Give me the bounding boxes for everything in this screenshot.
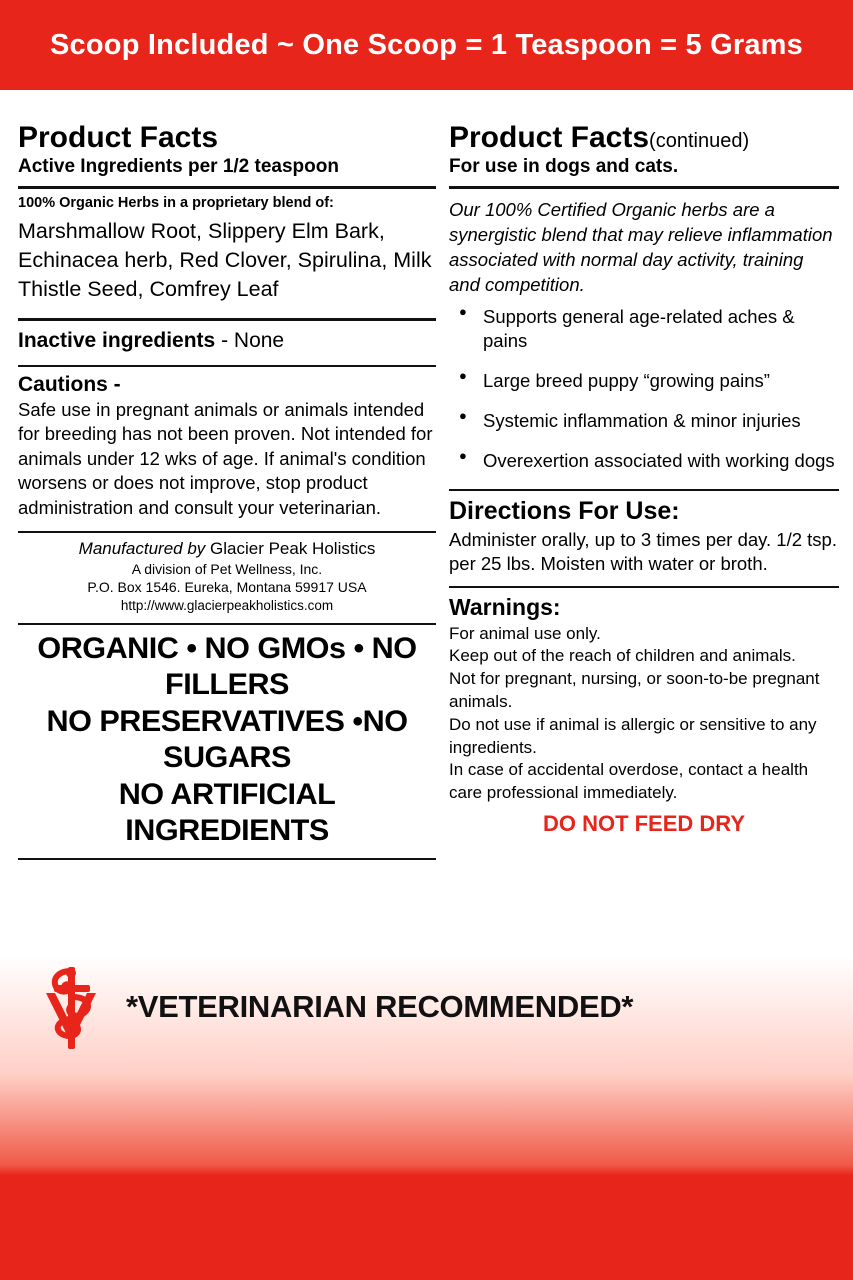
list-item: ● Supports general age-related aches & pains [449, 305, 839, 353]
warning-line: Not for pregnant, nursing, or soon-to-be pregnant animals. [449, 669, 820, 711]
list-item: ● Large breed puppy “growing pains” [449, 369, 839, 393]
division-line: A division of Pet Wellness, Inc. [131, 560, 323, 577]
claim-line-2: NO PRESERVATIVES •NO SUGARS [46, 704, 408, 775]
directions-body: Administer orally, up to 3 times per day. 1/2 tsp. per 25 lbs. Moisten with water or broth. [449, 529, 837, 575]
claims-block [18, 631, 436, 851]
divider [18, 623, 436, 625]
claim-line-1: ORGANIC • NO GMOs • NO FILLERS [37, 631, 417, 702]
right-title-text: Product Facts [449, 121, 650, 154]
do-not-feed-dry-notice: DO NOT FEED DRY [542, 810, 746, 836]
product-description: Our 100% Certified Organic herbs are a synergistic blend that may relieve inflammation associated with normal day activity, training and competition. [449, 198, 833, 295]
right-title [449, 122, 839, 154]
cautions-body: Safe use in pregnant animals or animals intended for breeding has not been proven. Not intended for animals under 12 wks of age. If animal's condition worsens or does not improve, stop product administration and consult your veterinarian. [18, 398, 433, 518]
right-subtitle: For use in dogs and cats. [449, 155, 679, 177]
warnings-heading: Warnings: [449, 593, 561, 620]
benefits-list [449, 305, 839, 473]
right-title-continued: (continued) [649, 130, 750, 152]
right-column [449, 122, 839, 837]
cautions-heading: Cautions - [18, 372, 121, 396]
list-item: ● Systemic inflammation & minor injuries [449, 409, 839, 433]
divider [449, 186, 839, 189]
inactive-ingredients [18, 329, 436, 353]
warning-line: In case of accidental overdose, contact a health care professional immediately. [449, 760, 809, 803]
left-title: Product Facts [18, 121, 219, 154]
blend-note: 100% Organic Herbs in a proprietary blend of: [18, 194, 334, 211]
caduceus-icon [18, 963, 126, 1051]
manufacturer-name: Glacier Peak Holistics [210, 538, 376, 558]
divider [18, 318, 436, 321]
divider [449, 586, 839, 588]
inactive-label: Inactive ingredients [18, 328, 216, 352]
top-banner-text: Scoop Included ~ One Scoop = 1 Teaspoon = 5 Grams [50, 28, 803, 61]
directions-heading: Directions For Use: [449, 497, 680, 526]
manufactured-by-prefix: Manufactured by [78, 538, 211, 558]
warning-line: Keep out of the reach of children and animals. [449, 646, 796, 666]
manufactured-by-line [18, 539, 436, 559]
divider [449, 489, 839, 491]
warning-line: For animal use only. [449, 623, 601, 643]
divider [18, 531, 436, 533]
left-column [18, 122, 436, 866]
divider [18, 365, 436, 367]
divider [18, 186, 436, 189]
left-subtitle: Active Ingredients per 1/2 teaspoon [18, 155, 339, 177]
warning-line: Do not use if animal is allergic or sensitive to any ingredients. [449, 714, 817, 757]
vet-recommended-text: *VETERINARIAN RECOMMENDED* [126, 989, 634, 1024]
manufacturer-block [18, 539, 436, 613]
ingredients-list: Marshmallow Root, Slippery Elm Bark, Echinacea herb, Red Clover, Spirulina, Milk Thistle Seed, Comfrey Leaf [18, 218, 432, 301]
vet-recommended-row [18, 962, 818, 1052]
website-line[interactable]: http://www.glacierpeakholistics.com [120, 597, 334, 613]
address-line: P.O. Box 1546. Eureka, Montana 59917 USA [87, 578, 367, 595]
claim-line-3: NO ARTIFICIAL INGREDIENTS [118, 777, 336, 848]
top-banner [0, 0, 853, 90]
list-item: ● Overexertion associated with working dogs [449, 449, 839, 473]
inactive-value: - None [221, 328, 285, 352]
divider [18, 858, 436, 860]
